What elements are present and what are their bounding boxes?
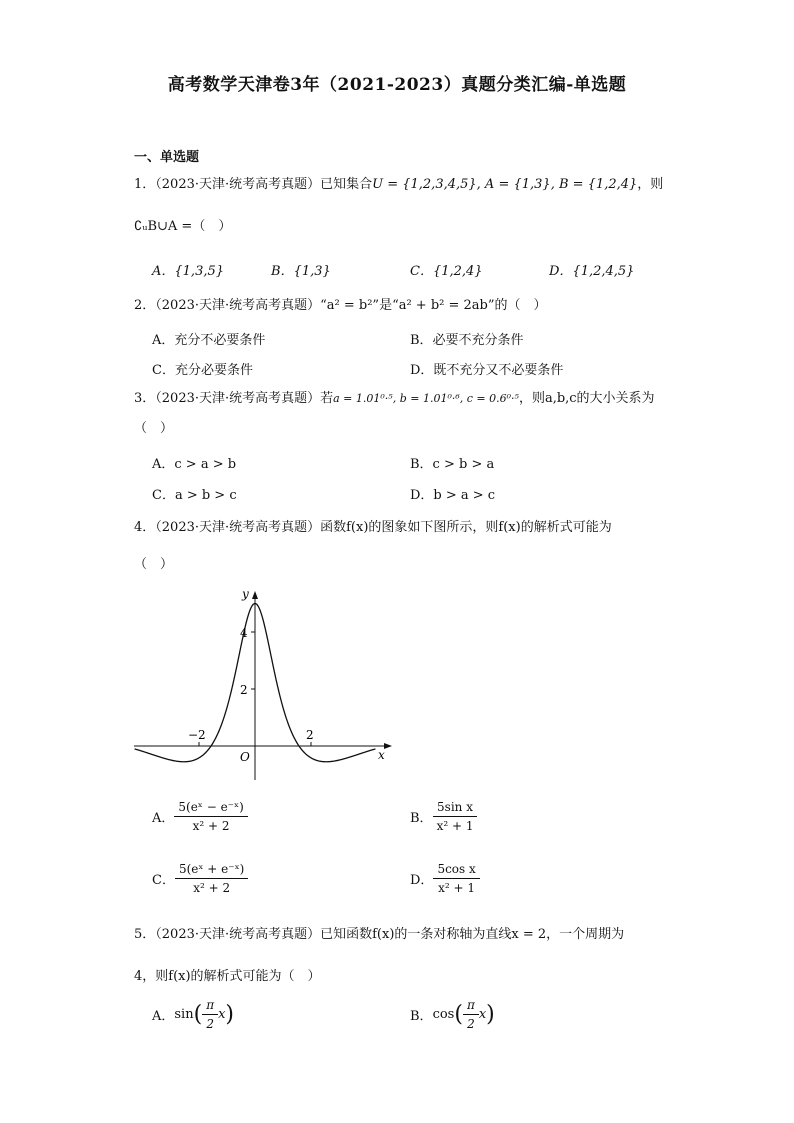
question-1-option-d[interactable]: D．{1,2,4,5} <box>549 264 635 279</box>
question-4-option-b-label: B． <box>410 811 433 826</box>
fraction-denominator: x² + 2 <box>193 881 231 895</box>
question-4-option-a[interactable] <box>152 800 248 833</box>
fraction-denominator: 2 <box>467 1017 475 1031</box>
y-axis-label: y <box>242 587 249 601</box>
question-2-option-b[interactable]: B．必要不充分条件 <box>410 333 524 348</box>
right-paren: ) <box>225 1002 235 1027</box>
section-heading: 一、单选题 <box>134 150 200 165</box>
question-4-option-d[interactable] <box>410 862 480 895</box>
x-axis-arrow-icon <box>384 743 392 749</box>
fraction-numerator: 5(eˣ − e⁻ˣ) <box>174 800 247 817</box>
question-3-expr: a = 1.01⁰·⁵, b = 1.01⁰·⁶, c = 0.6⁰·⁵ <box>333 392 519 405</box>
question-2-option-c[interactable]: C．充分必要条件 <box>152 363 253 378</box>
y-tick-label-4: 4 <box>240 626 248 640</box>
question-5-option-b-fraction <box>463 998 479 1031</box>
question-4-stem: 4．（2023·天津·统考高考真题）函数f(x)的图象如下图所示，则f(x)的解析式可能为 <box>134 520 612 535</box>
question-1-sets: U = {1,2,3,4,5}, A = {1,3}, B = {1,2,4} <box>372 177 638 192</box>
question-1-stem-text: 1．（2023·天津·统考高考真题）已知集合 <box>134 177 373 192</box>
fraction-numerator: 5sin x <box>433 800 478 817</box>
question-5-option-b-label: B． <box>410 1009 433 1024</box>
page-title: 高考数学天津卷3年（2021-2023）真题分类汇编-单选题 <box>167 75 627 95</box>
origin-label: O <box>240 750 250 764</box>
y-tick-label-2: 2 <box>240 683 248 697</box>
question-4-option-c[interactable] <box>152 862 248 895</box>
fraction-numerator: π <box>463 998 479 1015</box>
question-5-option-b[interactable] <box>410 998 495 1031</box>
question-5-stem: 5．（2023·天津·统考高考真题）已知函数f(x)的一条对称轴为直线x = 2，一个周期为 <box>134 927 625 942</box>
question-3-option-d[interactable]: D．b > a > c <box>410 488 496 503</box>
question-4-option-b-fraction <box>433 800 478 833</box>
right-paren: ) <box>486 1002 495 1027</box>
question-1-stem <box>134 176 663 194</box>
fraction-denominator: x² + 1 <box>436 819 474 833</box>
question-5-option-a-var: x <box>218 1007 226 1022</box>
question-4-option-d-label: D． <box>410 873 434 888</box>
question-1-option-a[interactable]: A．{1,3,5} <box>152 264 225 279</box>
fraction-denominator: x² + 2 <box>192 819 230 833</box>
fraction-numerator: π <box>202 998 218 1015</box>
fraction-numerator: 5(eˣ + e⁻ˣ) <box>175 862 248 879</box>
fraction-numerator: 5cos x <box>433 862 479 879</box>
question-1-option-c[interactable]: C．{1,2,4} <box>410 264 483 279</box>
question-5-option-b-var: x <box>478 1007 487 1022</box>
question-5-line2: 4，则f(x)的解析式可能为（ ） <box>134 969 321 984</box>
question-3-stem-a: 3．（2023·天津·统考高考真题）若 <box>134 391 334 406</box>
question-3-stem <box>134 390 655 408</box>
question-5-option-a-fn: sin <box>174 1007 194 1022</box>
question-4-option-d-fraction <box>433 862 479 895</box>
question-1-option-b[interactable]: B．{1,3} <box>271 264 331 279</box>
left-paren: ( <box>454 1002 463 1027</box>
y-axis-arrow-icon <box>252 591 258 599</box>
question-5-option-a-fraction <box>202 998 218 1031</box>
question-3-option-b[interactable]: B．c > b > a <box>410 457 495 472</box>
question-4-line2: （ ） <box>134 557 174 572</box>
question-4-option-a-label: A． <box>152 811 175 826</box>
left-paren: ( <box>193 1002 203 1027</box>
question-5-option-b-fn: cos <box>432 1007 455 1022</box>
question-1-line2: ∁ᵤB∪A =（ ） <box>134 219 232 234</box>
function-graph <box>130 585 400 790</box>
question-3-stem-b: ，则a,b,c的大小关系为 <box>518 391 655 406</box>
question-5-option-a-label: A． <box>152 1009 175 1024</box>
question-3-option-a[interactable]: A．c > a > b <box>152 457 237 472</box>
x-axis-label: x <box>378 748 385 762</box>
question-4-option-b[interactable] <box>410 800 477 833</box>
question-5-option-a[interactable] <box>152 998 234 1031</box>
fraction-denominator: x² + 1 <box>438 881 476 895</box>
fraction-denominator: 2 <box>206 1017 214 1031</box>
question-3-option-c[interactable]: C．a > b > c <box>152 488 237 503</box>
question-2-option-d[interactable]: D．既不充分又不必要条件 <box>410 363 564 378</box>
question-2-option-a[interactable]: A．充分不必要条件 <box>152 333 266 348</box>
question-4-option-a-fraction <box>174 800 247 833</box>
question-4-option-c-fraction <box>175 862 248 895</box>
question-1-stem-tail: ，则 <box>637 177 664 192</box>
question-4-option-c-label: C． <box>152 873 175 888</box>
question-3-line2: （ ） <box>134 421 174 436</box>
x-tick-label-2: 2 <box>306 728 314 742</box>
x-tick-label-neg2: −2 <box>188 728 206 742</box>
question-2-stem: 2．（2023·天津·统考高考真题）“a² = b²”是“a² + b² = 2ab”的（ ） <box>134 298 547 313</box>
